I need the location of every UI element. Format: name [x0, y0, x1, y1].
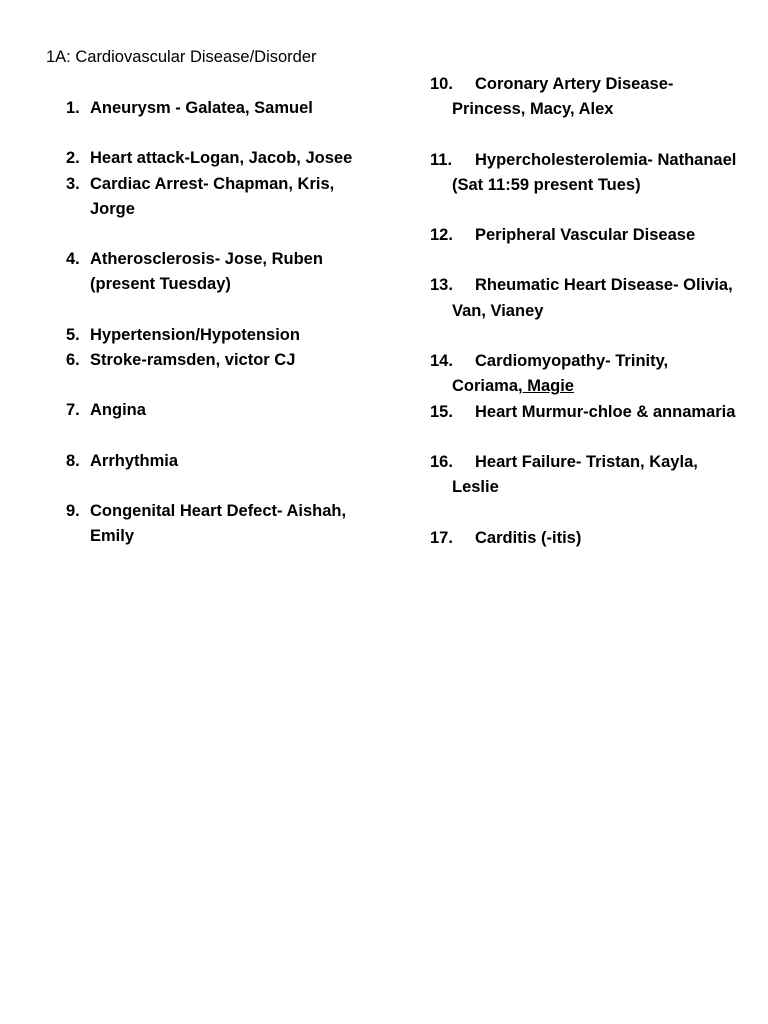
list-item: [430, 450, 740, 501]
list-item: [66, 146, 366, 171]
item-number: 13.: [430, 276, 453, 295]
item-text: Heart Failure- Tristan, Kayla, Leslie: [452, 452, 698, 497]
item-text: Hypertension/Hypotension: [90, 325, 300, 344]
item-text: Coronary Artery Disease- Princess, Macy, Alex: [452, 75, 674, 119]
item-number: 5.: [66, 325, 80, 344]
item-number: 7.: [66, 401, 80, 420]
list-item: [430, 400, 740, 425]
list-item: [430, 223, 740, 248]
item-text: Congenital Heart Defect- Aishah, Emily: [90, 501, 347, 546]
list-item: [66, 499, 366, 550]
item-text-underlined: Magie: [522, 377, 574, 396]
item-text: Peripheral Vascular Disease: [475, 226, 696, 245]
disease-list-left: [66, 96, 366, 550]
list-item: [430, 349, 740, 400]
item-text: Cardiac Arrest- Chapman, Kris, Jorge: [90, 174, 335, 218]
list-item: [66, 96, 366, 121]
list-item: [66, 398, 366, 423]
item-number: 8.: [66, 451, 80, 470]
document-title: 1A: Cardiovascular Disease/Disorder: [46, 48, 317, 66]
item-text: Rheumatic Heart Disease- Olivia, Van, Vianey: [452, 276, 733, 320]
disease-list-right: [430, 72, 740, 551]
list-item: [66, 449, 366, 474]
list-item: [66, 323, 366, 348]
item-number: 12.: [430, 226, 453, 245]
item-number: 15.: [430, 402, 453, 421]
item-text: Atherosclerosis- Jose, Ruben (present Tuesday): [90, 250, 323, 294]
list-item: [66, 172, 366, 223]
item-text: Heart attack-Logan, Jacob, Josee: [90, 149, 353, 168]
item-number: 11.: [430, 150, 453, 169]
item-number: 17.: [430, 528, 453, 547]
item-number: 6.: [66, 351, 80, 370]
item-text: Heart Murmur-chloe & annamaria: [475, 402, 736, 421]
item-number: 4.: [66, 250, 80, 269]
item-number: 9.: [66, 501, 80, 520]
list-item: [66, 348, 366, 373]
list-item: [430, 526, 740, 551]
list-item: [430, 273, 740, 324]
list-item: [66, 247, 366, 298]
item-number: 1.: [66, 99, 80, 117]
list-item: [430, 148, 740, 199]
item-text: Stroke-ramsden, victor CJ: [90, 351, 296, 370]
item-number: 16.: [430, 452, 453, 471]
item-text: Cardiomyopathy- Trinity, Coriama,: [452, 352, 669, 396]
item-text: Angina: [90, 401, 146, 420]
item-text: Carditis (-itis): [475, 528, 582, 547]
item-text: Aneurysm - Galatea, Samuel: [90, 99, 313, 117]
item-number: 14.: [430, 352, 453, 371]
item-number: 3.: [66, 174, 80, 193]
list-item: [430, 72, 740, 123]
item-text: Arrhythmia: [90, 451, 179, 470]
item-number: 2.: [66, 149, 80, 168]
item-text: Hypercholesterolemia- Nathanael (Sat 11:59 present Tues): [452, 150, 737, 194]
item-number: 10.: [430, 75, 453, 93]
